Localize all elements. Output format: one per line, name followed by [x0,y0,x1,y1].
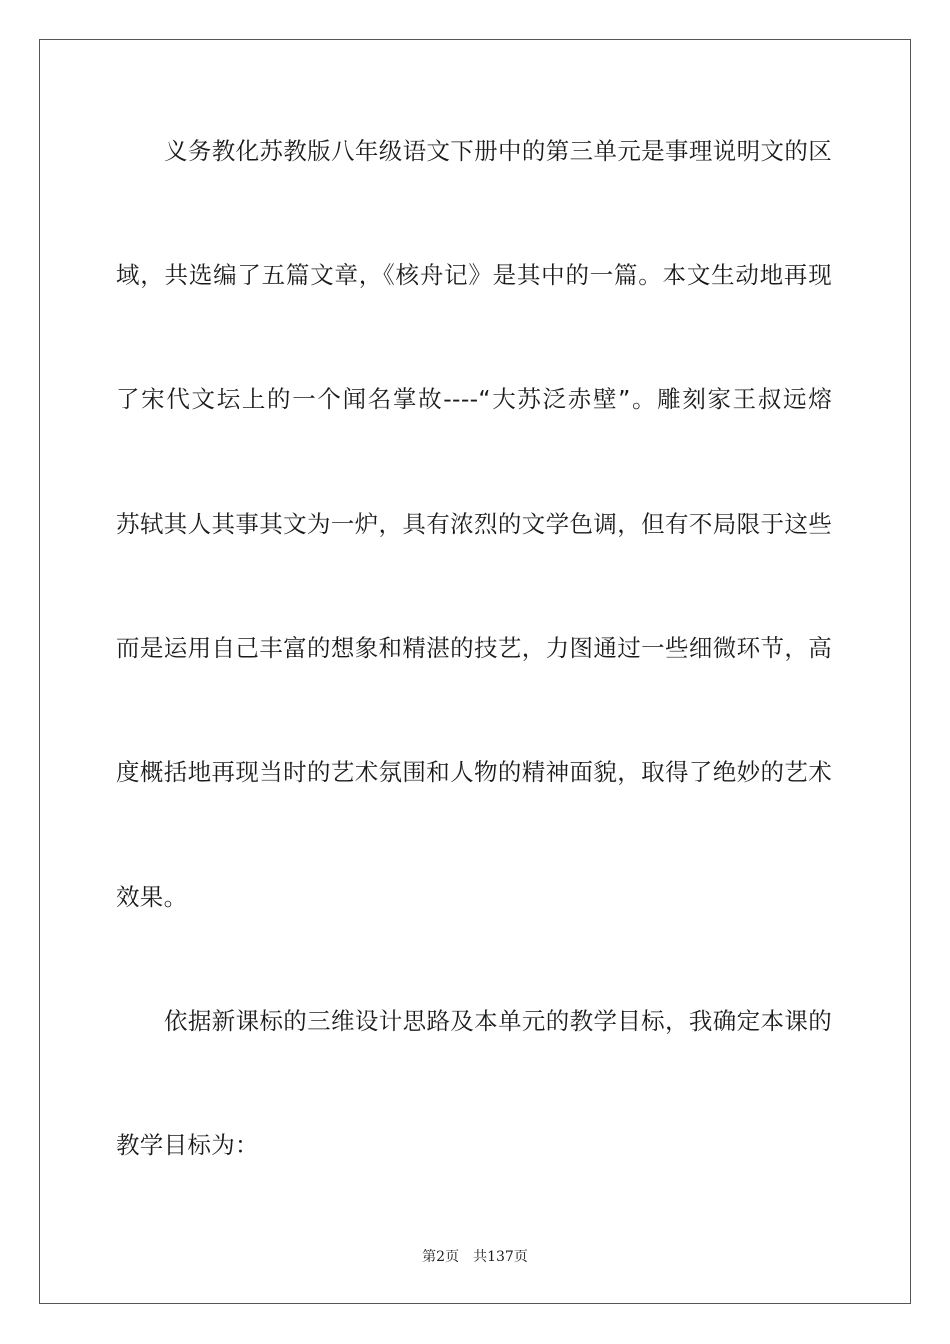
paragraph-1-line-2: 域，共选编了五篇文章，《核舟记》是其中的一篇。本文生动地再现 [116,261,832,289]
paragraph-1-line-3: 了宋代文坛上的一个闻名掌故----“大苏泛赤壁”。雕刻家王叔远熔 [116,385,832,413]
paragraph-1-line-6: 度概括地再现当时的艺术氛围和人物的精神面貌，取得了绝妙的艺术 [116,758,832,786]
paragraph-1-line-4: 苏轼其人其事其文为一炉，具有浓烈的文学色调，但有不局限于这些 [116,510,832,538]
page-border [39,39,911,1304]
page-number: 第2页 [422,1249,460,1265]
page-footer [0,1248,950,1266]
paragraph-2-line-2: 教学目标为： [116,1131,259,1159]
paragraph-1-line-7: 效果。 [116,883,188,911]
paragraph-1-line-5: 而是运用自己丰富的想象和精湛的技艺，力图通过一些细微环节，高 [116,634,832,662]
page-total: 共137页 [473,1249,528,1265]
paragraph-2-line-1: 依据新课标的三维设计思路及本单元的教学目标，我确定本课的 [164,1007,832,1035]
paragraph-1-line-1: 义务教化苏教版八年级语文下册中的第三单元是事理说明文的区 [164,137,832,165]
